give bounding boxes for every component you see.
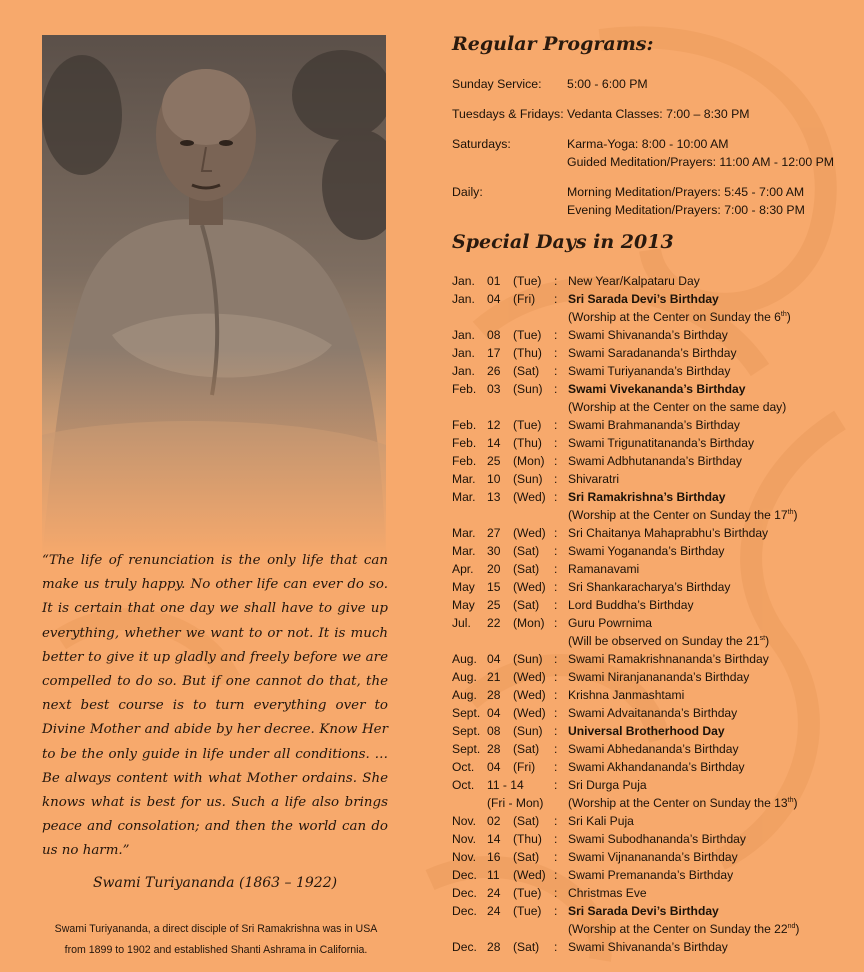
- event-day: 22: [487, 616, 501, 630]
- tuefri-label: Tuesdays & Fridays:: [452, 107, 564, 121]
- sunday-value: 5:00 - 6:00 PM: [567, 77, 648, 91]
- event-note-close: ): [793, 508, 798, 522]
- event-month: Aug.: [452, 670, 477, 684]
- event-day: 11: [487, 868, 500, 882]
- event-row: [452, 939, 862, 957]
- event-weekday: (Sun): [513, 472, 543, 486]
- event-month: May: [452, 580, 475, 594]
- event-description: Christmas Eve: [568, 886, 647, 900]
- event-note-close: ): [795, 922, 800, 936]
- event-separator: :: [554, 868, 558, 882]
- bio-line: from 1899 to 1902 and established Shanti Ashrama in California.: [64, 944, 368, 956]
- event-month: Jan.: [452, 364, 475, 378]
- event-separator: :: [554, 832, 558, 846]
- event-month: Jan.: [452, 328, 475, 342]
- event-description: Sri Shankaracharya’s Birthday: [568, 580, 731, 594]
- event-month: Jan.: [452, 292, 475, 306]
- quote-author: Swami Turiyananda (1863 – 1922): [92, 875, 338, 891]
- event-row: [452, 669, 862, 687]
- event-separator: :: [554, 544, 558, 558]
- event-month: Dec.: [452, 868, 477, 882]
- event-month: Oct.: [452, 778, 475, 792]
- event-month: Mar.: [452, 544, 476, 558]
- event-month: Sept.: [452, 724, 481, 738]
- event-note-text: (Worship at the Center on Sunday the 13: [568, 796, 788, 810]
- event-note-text: (Worship at the Center on Sunday the 6: [568, 310, 781, 324]
- event-separator: :: [554, 562, 558, 576]
- event-separator: :: [554, 814, 558, 828]
- event-month: Nov.: [452, 832, 476, 846]
- event-note-ordinal: th: [787, 796, 794, 804]
- event-day: 25: [487, 598, 501, 612]
- portrait-illustration: [42, 35, 386, 557]
- event-month: Jan.: [452, 346, 475, 360]
- event-row: [452, 381, 862, 399]
- event-weekday: (Wed): [513, 580, 546, 594]
- event-weekday: (Sat): [513, 850, 540, 864]
- event-day: 24: [487, 886, 501, 900]
- event-weekday: (Sat): [513, 814, 540, 828]
- event-weekday: (Wed): [513, 688, 546, 702]
- event-description: Swami Advaitananda’s Birthday: [568, 706, 738, 720]
- event-row: [452, 723, 862, 741]
- event-month: Nov.: [452, 850, 476, 864]
- event-day: 03: [487, 382, 501, 396]
- event-description: Swami Shivananda’s Birthday: [568, 328, 728, 342]
- event-row: [452, 579, 862, 597]
- event-weekday: (Sun): [513, 724, 543, 738]
- event-month: Dec.: [452, 886, 477, 900]
- event-row: [452, 489, 862, 507]
- event-weekday: (Fri): [513, 760, 536, 774]
- event-description: Swami Vivekananda’s Birthday: [568, 382, 746, 396]
- event-description: Sri Chaitanya Mahaprabhu’s Birthday: [568, 526, 769, 540]
- event-row: [452, 417, 862, 435]
- event-note-row: [452, 399, 862, 417]
- event-note: [568, 796, 798, 810]
- event-day: 17: [487, 346, 501, 360]
- event-note-text: (Will be observed on Sunday the 21: [568, 634, 760, 648]
- event-weekday: (Thu): [513, 832, 542, 846]
- event-row: [452, 813, 862, 831]
- event-weekday: (Wed): [513, 670, 546, 684]
- event-description: Swami Saradananda’s Birthday: [568, 346, 737, 360]
- event-separator: :: [554, 346, 558, 360]
- event-separator: :: [554, 724, 558, 738]
- event-separator: :: [554, 598, 558, 612]
- event-row: [452, 885, 862, 903]
- event-row: [452, 291, 862, 309]
- event-month: Feb.: [452, 454, 477, 468]
- event-row: [452, 345, 862, 363]
- event-month: Jul.: [452, 616, 471, 630]
- event-day: 11 - 14: [487, 778, 524, 792]
- event-separator: :: [554, 472, 558, 486]
- event-weekday: (Thu): [513, 436, 542, 450]
- event-month: Feb.: [452, 382, 477, 396]
- event-description: Krishna Janmashtami: [568, 688, 685, 702]
- event-row: [452, 741, 862, 759]
- quote-text: “The life of renunciation is the only life that can make us truly happy. No other life can ever do so. It is certain that one day we shall have to give up everything, whether we want to or not. It is much better to give it up gladly and freely before we are compelled to do so. But if one cannot do that, the next best course is to turn everything over to Divine Mother and abide by her decree. Know Her to be the only guide in life under all conditions. …Be always content with what Mother ordains. She knows what is best for us. Such a life also brings peace and consolation; and then the world can do us no harm.”: [42, 553, 388, 859]
- event-description: Shivaratri: [568, 472, 620, 486]
- event-day: 27: [487, 526, 501, 540]
- event-note-text: (Worship at the Center on Sunday the 17: [568, 508, 788, 522]
- event-weekday: (Thu): [513, 346, 542, 360]
- event-separator: :: [554, 328, 558, 342]
- event-note-close: ): [765, 634, 770, 648]
- event-day: 08: [487, 724, 501, 738]
- event-row: [452, 561, 862, 579]
- event-separator: :: [554, 886, 558, 900]
- event-note: [568, 922, 799, 936]
- event-description: Swami Yogananda’s Birthday: [568, 544, 725, 558]
- event-note-row: [452, 921, 862, 939]
- event-month: Feb.: [452, 436, 477, 450]
- event-separator: :: [554, 436, 558, 450]
- daily-value-2: Evening Meditation/Prayers: 7:00 - 8:30 PM: [567, 203, 805, 217]
- event-row: [452, 597, 862, 615]
- event-month: Sept.: [452, 742, 481, 756]
- event-description: Swami Ramakrishnananda’s Birthday: [568, 652, 769, 666]
- event-weekday: (Fri): [513, 292, 536, 306]
- event-row: [452, 759, 862, 777]
- event-weekday: (Tue): [513, 886, 542, 900]
- event-description: Swami Vijnanananda’s Birthday: [568, 850, 738, 864]
- event-note-row: [452, 507, 862, 525]
- event-day: 12: [487, 418, 501, 432]
- saturdays-value-1: Karma-Yoga: 8:00 - 10:00 AM: [567, 137, 729, 151]
- event-description: Sri Kali Puja: [568, 814, 634, 828]
- event-row: [452, 543, 862, 561]
- event-weekday: (Sat): [513, 598, 540, 612]
- event-day: 26: [487, 364, 501, 378]
- sunday-label: Sunday Service:: [452, 77, 542, 91]
- event-row: [452, 867, 862, 885]
- event-description: Sri Durga Puja: [568, 778, 647, 792]
- event-weekday: (Wed): [513, 526, 546, 540]
- event-weekday: (Mon): [513, 454, 545, 468]
- event-day: 28: [487, 940, 501, 954]
- event-description: New Year/Kalpataru Day: [568, 274, 700, 288]
- event-separator: :: [554, 454, 558, 468]
- event-weekday: (Sun): [513, 652, 543, 666]
- event-separator: :: [554, 940, 558, 954]
- event-note-ordinal: st: [759, 634, 766, 642]
- event-row: [452, 903, 862, 921]
- event-separator: :: [554, 706, 558, 720]
- special-days-list: [452, 273, 862, 957]
- event-description: Sri Ramakrishna’s Birthday: [568, 490, 726, 504]
- event-description: Swami Niranjanananda’s Birthday: [568, 670, 750, 684]
- bio-caption: [22, 919, 410, 961]
- event-day: 01: [487, 274, 501, 288]
- event-description: Ramanavami: [568, 562, 640, 576]
- event-note: [568, 634, 769, 648]
- event-day: 30: [487, 544, 501, 558]
- event-month: Aug.: [452, 652, 477, 666]
- event-row: [452, 831, 862, 849]
- event-day: 02: [487, 814, 501, 828]
- event-month: Dec.: [452, 940, 477, 954]
- event-note-text: (Worship at the Center on Sunday the 22: [568, 922, 788, 936]
- event-description: Universal Brotherhood Day: [568, 724, 725, 738]
- event-description: Sri Sarada Devi’s Birthday: [568, 904, 719, 918]
- event-day: 04: [487, 706, 501, 720]
- event-weekday: (Tue): [513, 328, 542, 342]
- event-day: 15: [487, 580, 501, 594]
- event-row: [452, 795, 862, 813]
- event-day: 14: [487, 436, 501, 450]
- event-row: [452, 615, 862, 633]
- event-separator: :: [554, 274, 558, 288]
- event-note-row: [452, 633, 862, 651]
- event-separator: :: [554, 616, 558, 630]
- event-description: Swami Premananda’s Birthday: [568, 868, 734, 882]
- event-description: Sri Sarada Devi’s Birthday: [568, 292, 719, 306]
- event-month: Aug.: [452, 688, 477, 702]
- event-day: 28: [487, 688, 501, 702]
- event-description: Guru Powrnima: [568, 616, 653, 630]
- event-row: [452, 651, 862, 669]
- event-separator: :: [554, 742, 558, 756]
- event-day: (Fri - Mon): [487, 796, 544, 810]
- event-note-ordinal: th: [787, 508, 794, 516]
- event-weekday: (Sat): [513, 544, 540, 558]
- event-row: [452, 435, 862, 453]
- event-note-text: (Worship at the Center on the same day): [568, 400, 787, 414]
- special-days-title: Special Days in 2013: [452, 231, 674, 253]
- event-weekday: (Tue): [513, 418, 542, 432]
- event-separator: :: [554, 778, 558, 792]
- event-note-row: [452, 309, 862, 327]
- event-month: Apr.: [452, 562, 474, 576]
- event-note-ordinal: th: [780, 310, 787, 318]
- event-month: Mar.: [452, 490, 476, 504]
- event-note: [568, 508, 798, 522]
- event-row: [452, 525, 862, 543]
- event-separator: :: [554, 904, 558, 918]
- event-row: [452, 273, 862, 291]
- event-weekday: (Sat): [513, 364, 540, 378]
- event-month: Mar.: [452, 472, 476, 486]
- event-separator: :: [554, 418, 558, 432]
- event-month: Dec.: [452, 904, 477, 918]
- event-weekday: (Wed): [513, 868, 546, 882]
- event-row: [452, 687, 862, 705]
- event-note: [568, 400, 786, 414]
- event-day: 21: [487, 670, 501, 684]
- event-row: [452, 705, 862, 723]
- saturdays-label: Saturdays:: [452, 137, 511, 151]
- event-month: May: [452, 598, 475, 612]
- saturdays-value-2: Guided Meditation/Prayers: 11:00 AM - 12:00 PM: [567, 155, 835, 169]
- event-day: 04: [487, 292, 501, 306]
- event-row: [452, 453, 862, 471]
- bio-line: Swami Turiyananda, a direct disciple of Sri Ramakrishna was in USA: [54, 923, 378, 935]
- event-weekday: (Sat): [513, 742, 540, 756]
- event-weekday: (Tue): [513, 274, 542, 288]
- daily-label: Daily:: [452, 185, 483, 199]
- event-description: Lord Buddha’s Birthday: [568, 598, 694, 612]
- event-day: 13: [487, 490, 501, 504]
- event-weekday: (Tue): [513, 904, 542, 918]
- event-month: Oct.: [452, 760, 475, 774]
- event-day: 08: [487, 328, 501, 342]
- tuefri-value: Vedanta Classes: 7:00 – 8:30 PM: [567, 107, 750, 121]
- event-separator: :: [554, 850, 558, 864]
- event-day: 24: [487, 904, 501, 918]
- event-separator: :: [554, 760, 558, 774]
- event-description: Swami Abhedananda’s Birthday: [568, 742, 739, 756]
- event-day: 04: [487, 652, 501, 666]
- event-month: Jan.: [452, 274, 475, 288]
- event-day: 25: [487, 454, 501, 468]
- event-month: Feb.: [452, 418, 477, 432]
- event-day: 16: [487, 850, 501, 864]
- event-weekday: (Mon): [513, 616, 545, 630]
- event-note-close: ): [793, 796, 798, 810]
- event-separator: :: [554, 652, 558, 666]
- event-weekday: (Sat): [513, 940, 540, 954]
- event-separator: :: [554, 490, 558, 504]
- event-weekday: (Sat): [513, 562, 540, 576]
- event-separator: :: [554, 526, 558, 540]
- event-description: Swami Brahmananda’s Birthday: [568, 418, 740, 432]
- event-month: Sept.: [452, 706, 481, 720]
- event-row: [452, 471, 862, 489]
- event-description: Swami Turiyananda’s Birthday: [568, 364, 731, 378]
- event-row: [452, 849, 862, 867]
- event-month: Nov.: [452, 814, 476, 828]
- daily-value-1: Morning Meditation/Prayers: 5:45 - 7:00 AM: [567, 185, 805, 199]
- event-description: Swami Trigunatitananda’s Birthday: [568, 436, 754, 450]
- event-day: 04: [487, 760, 501, 774]
- event-weekday: (Wed): [513, 706, 546, 720]
- event-description: Swami Adbhutananda’s Birthday: [568, 454, 742, 468]
- event-row: [452, 363, 862, 381]
- event-description: Swami Shivananda’s Birthday: [568, 940, 728, 954]
- event-description: Swami Akhandananda’s Birthday: [568, 760, 745, 774]
- event-day: 28: [487, 742, 501, 756]
- event-description: Swami Subodhananda’s Birthday: [568, 832, 746, 846]
- event-separator: :: [554, 580, 558, 594]
- event-separator: :: [554, 364, 558, 378]
- event-month: Mar.: [452, 526, 476, 540]
- event-day: 14: [487, 832, 501, 846]
- event-weekday: (Wed): [513, 490, 546, 504]
- event-separator: :: [554, 670, 558, 684]
- regular-programs-title: Regular Programs:: [452, 33, 654, 55]
- event-note-close: ): [786, 310, 791, 324]
- event-separator: :: [554, 292, 558, 306]
- event-row: [452, 327, 862, 345]
- event-day: 10: [487, 472, 501, 486]
- event-weekday: (Sun): [513, 382, 543, 396]
- event-separator: :: [554, 382, 558, 396]
- event-row: [452, 777, 862, 795]
- portrait-photo: [42, 35, 386, 557]
- event-day: 20: [487, 562, 501, 576]
- event-note-ordinal: nd: [787, 922, 796, 930]
- event-separator: :: [554, 688, 558, 702]
- event-note: [568, 310, 791, 324]
